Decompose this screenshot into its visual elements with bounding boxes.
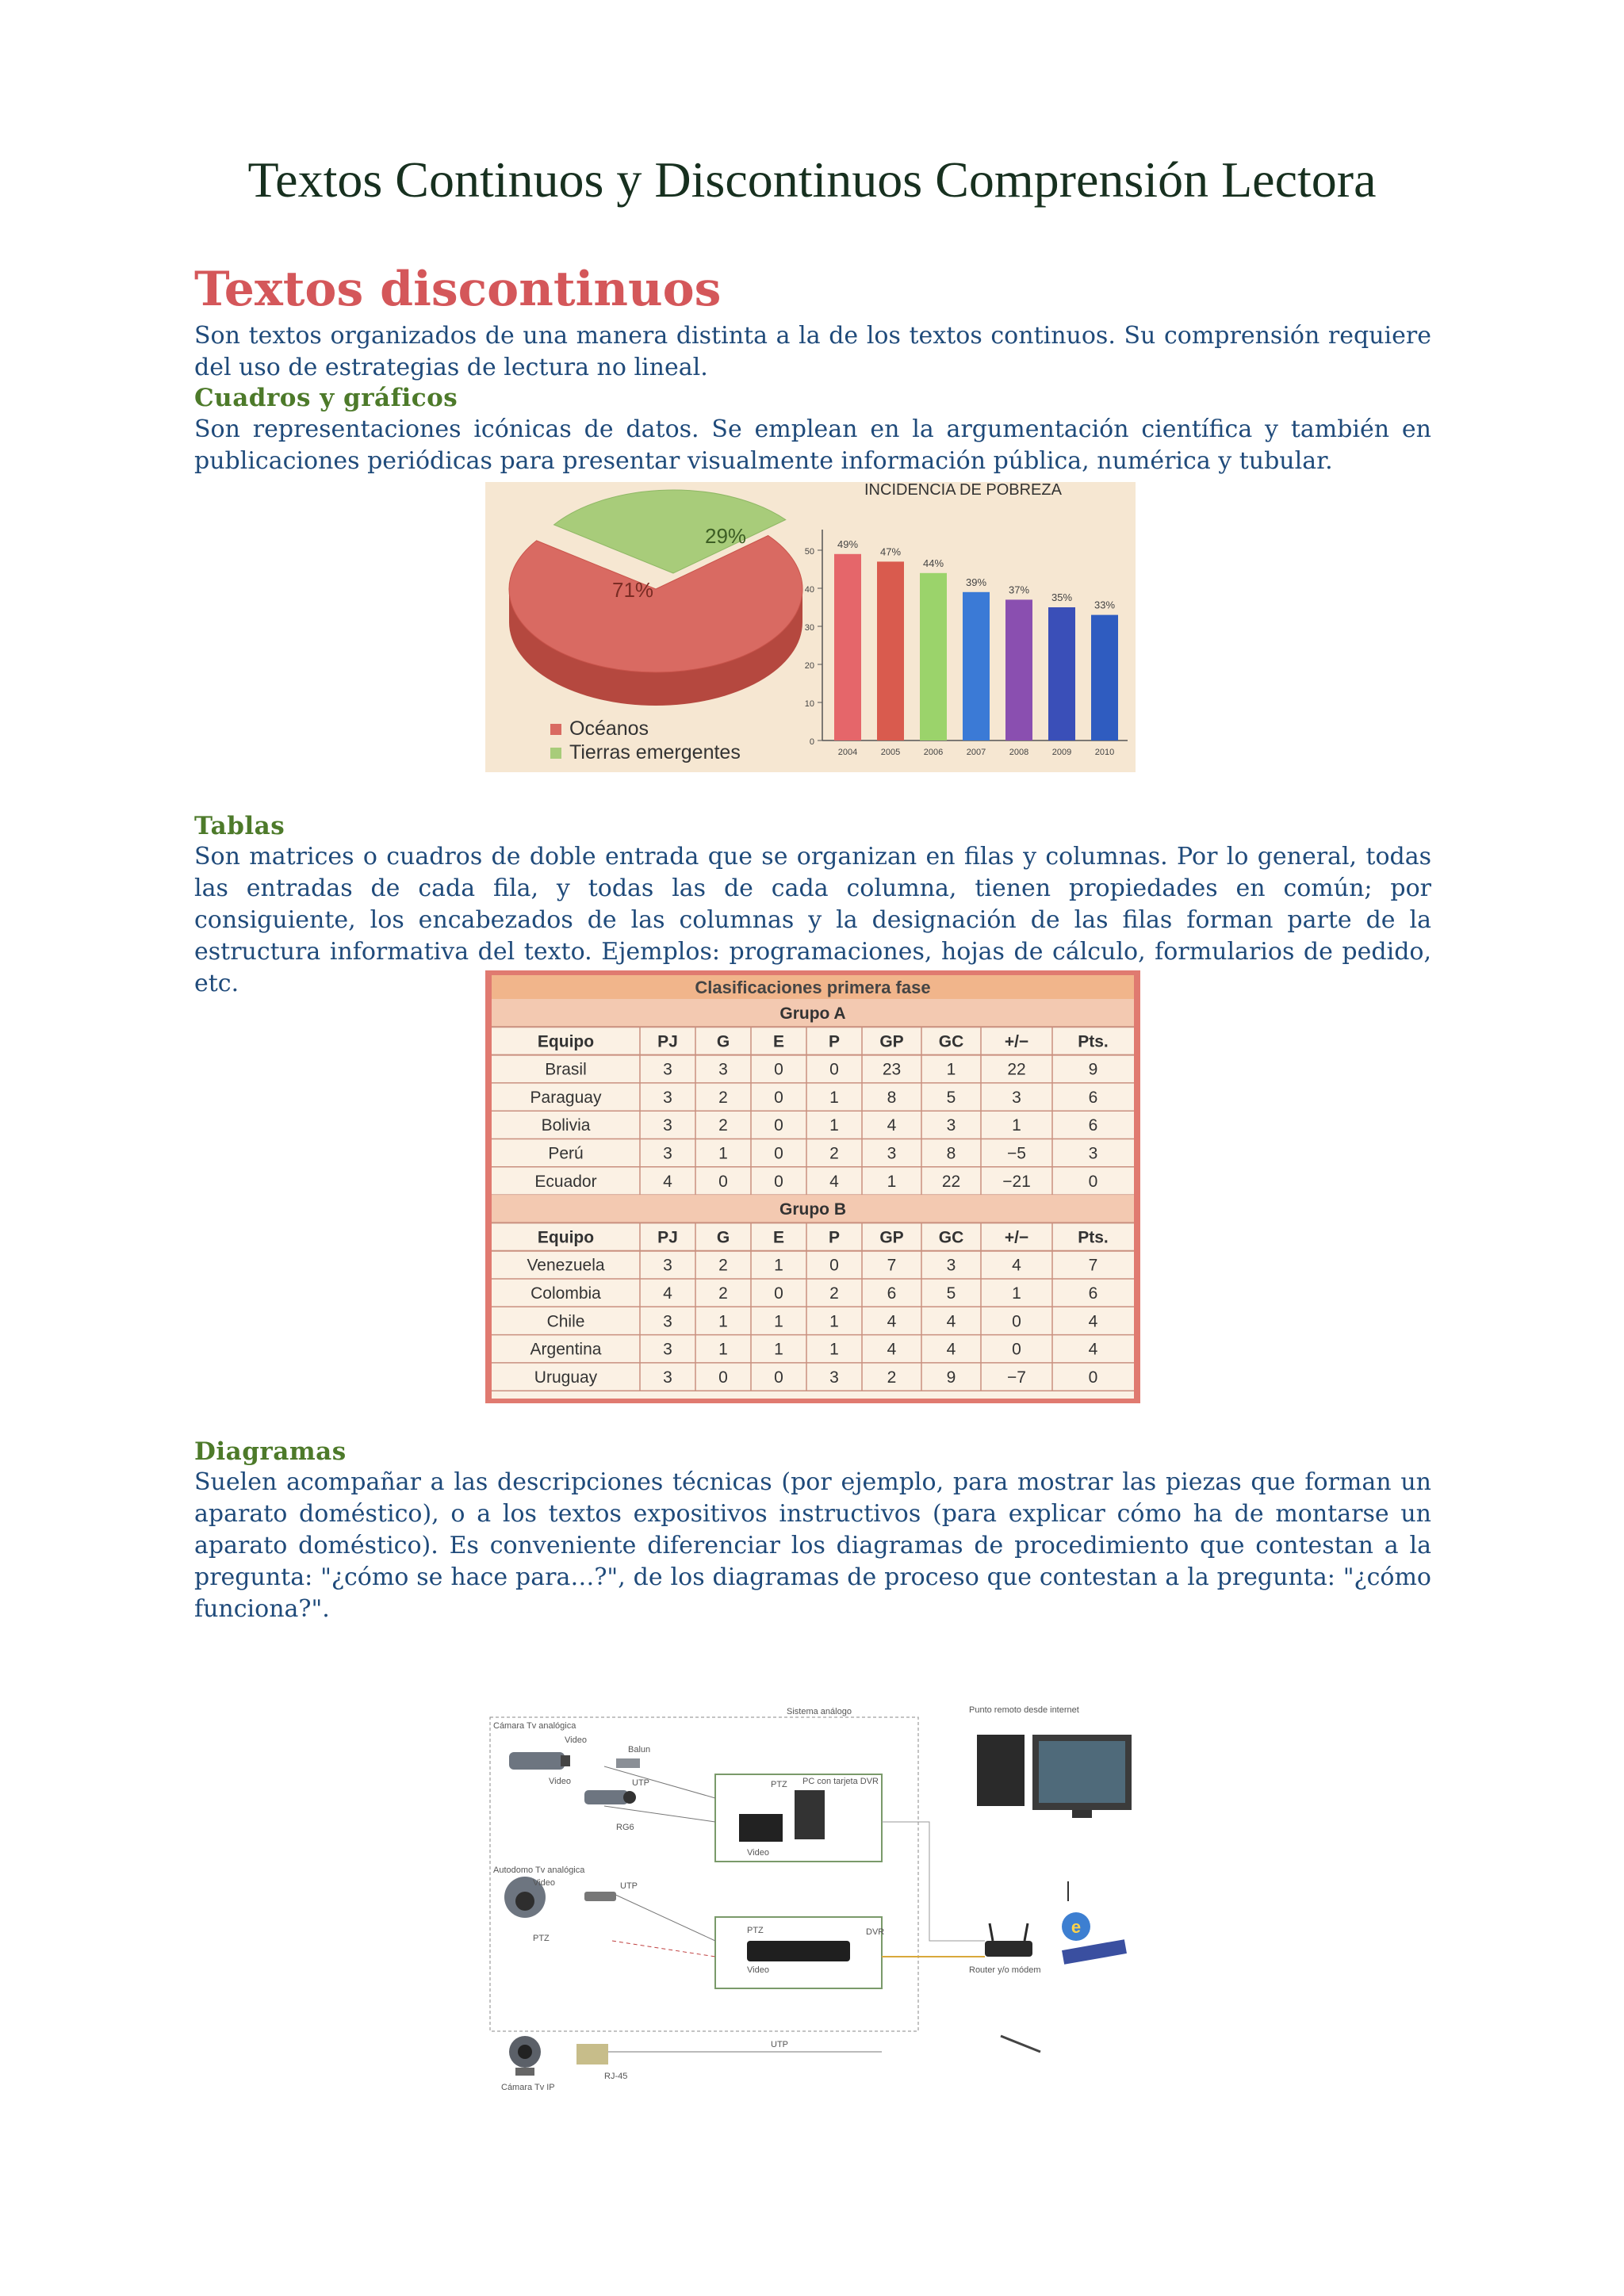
table-cell: −5 bbox=[1007, 1144, 1026, 1163]
label-utp-2: UTP bbox=[620, 1881, 638, 1891]
table-cell: 9 bbox=[1088, 1060, 1098, 1079]
bar-2005 bbox=[877, 561, 904, 740]
standings-table bbox=[485, 970, 1140, 1403]
table-cell: 4 bbox=[1088, 1312, 1098, 1331]
table-cell: 1 bbox=[1012, 1284, 1021, 1303]
column-header: GC bbox=[938, 1032, 964, 1051]
table-cell: Venezuela bbox=[527, 1256, 605, 1275]
label-video-4: Video bbox=[533, 1878, 555, 1888]
table-cell: 7 bbox=[1088, 1256, 1098, 1275]
table-cell: 3 bbox=[663, 1312, 672, 1331]
charts-svg bbox=[485, 482, 1136, 772]
table-cell: 2 bbox=[829, 1144, 839, 1163]
table-cell: 3 bbox=[829, 1368, 839, 1387]
analog-camera-2-icon bbox=[584, 1790, 636, 1804]
y-tick-label: 50 bbox=[804, 547, 814, 557]
pie-label-tierras: 29% bbox=[705, 524, 747, 548]
rj45-icon bbox=[576, 2044, 608, 2064]
table-cell: 0 bbox=[774, 1060, 783, 1079]
table-cell: 3 bbox=[663, 1144, 672, 1163]
bar-2008 bbox=[1005, 599, 1032, 740]
label-camara-analogica: Cámara Tv analógica bbox=[493, 1721, 576, 1731]
label-utp-1: UTP bbox=[632, 1778, 649, 1788]
bar-value-label: 37% bbox=[1008, 584, 1030, 596]
table-cell: 3 bbox=[718, 1060, 728, 1079]
table-cell: 6 bbox=[887, 1284, 897, 1303]
bar-2009 bbox=[1048, 607, 1075, 740]
table-cell: 3 bbox=[663, 1088, 672, 1107]
label-utp-3: UTP bbox=[771, 2040, 788, 2049]
table-cell: 4 bbox=[887, 1116, 897, 1135]
table-cell: 22 bbox=[941, 1172, 961, 1191]
remote-pc-icon bbox=[977, 1735, 1132, 1818]
intro-paragraph: Son textos organizados de una manera distinta a la de los textos continuos. Su comprensión requiere del uso de estrategias de lectura no lineal. bbox=[194, 322, 1431, 381]
label-balun: Balun bbox=[628, 1745, 651, 1755]
table-cell: 0 bbox=[1012, 1340, 1021, 1359]
table-cell: Ecuador bbox=[534, 1172, 597, 1191]
legend-swatch-tierras bbox=[550, 748, 561, 759]
table-cell: 2 bbox=[718, 1088, 728, 1107]
table-cell: Argentina bbox=[530, 1340, 602, 1359]
table-cell: 23 bbox=[882, 1060, 902, 1079]
legend-swatch-oceanos bbox=[550, 724, 561, 735]
x-tick-label: 2007 bbox=[966, 748, 986, 757]
bar-2007 bbox=[963, 592, 990, 740]
table-cell: Paraguay bbox=[530, 1088, 602, 1107]
table-cell: 0 bbox=[1088, 1368, 1098, 1387]
section-heading: Textos discontinuos bbox=[194, 262, 722, 317]
table-cell: Colombia bbox=[530, 1284, 601, 1303]
table-cell: 0 bbox=[829, 1256, 839, 1275]
table-cell: Chile bbox=[546, 1312, 585, 1331]
bar-2006 bbox=[920, 573, 947, 740]
table-cell: 0 bbox=[1088, 1172, 1098, 1191]
label-camara-ip: Cámara Tv IP bbox=[501, 2083, 555, 2092]
bar-value-label: 39% bbox=[965, 576, 987, 588]
table-cell: 1 bbox=[718, 1144, 728, 1163]
table-cell: 0 bbox=[774, 1284, 783, 1303]
x-tick-label: 2004 bbox=[837, 748, 858, 757]
table-cell: 0 bbox=[718, 1172, 728, 1191]
label-dvr: DVR bbox=[866, 1927, 885, 1937]
table-cell: 22 bbox=[1007, 1060, 1026, 1079]
bar-chart-title: INCIDENCIA DE POBREZA bbox=[864, 482, 1062, 499]
column-header: P bbox=[828, 1032, 841, 1051]
table-cell: 4 bbox=[1088, 1340, 1098, 1359]
table-cell: 9 bbox=[946, 1368, 956, 1387]
column-header: PJ bbox=[657, 1032, 678, 1051]
table-cell: 0 bbox=[774, 1144, 783, 1163]
table-cell: 1 bbox=[829, 1088, 839, 1107]
table-cell: 4 bbox=[829, 1172, 839, 1191]
table-cell: 3 bbox=[663, 1060, 672, 1079]
label-video-5: Video bbox=[747, 1965, 769, 1975]
table-cell: 1 bbox=[774, 1340, 783, 1359]
table-cell: 4 bbox=[946, 1340, 956, 1359]
tablas-paragraph: Son matrices o cuadros de doble entrada que se organizan en filas y columnas. Por lo general, todas las entradas de cada fila, y todas las de cada columna, tienen propiedades en común; por consiguiente, los encabezados de las columnas y la designación de las filas forman parte de la estructura informativa del texto. Ejemplos: programaciones, hojas de cálculo, formularios de pedido, etc. bbox=[194, 843, 1431, 997]
group-heading: Grupo B bbox=[779, 1200, 846, 1219]
tablas-heading: Tablas bbox=[194, 812, 285, 840]
cuadros-paragraph: Son representaciones icónicas de datos. Se emplean en la argumentación científica y también en publicaciones periódicas para presentar visualmente información pública, numérica y tubular. bbox=[194, 415, 1431, 475]
diagramas-paragraph: Suelen acompañar a las descripciones técnicas (por ejemplo, para mostrar las piezas que forman un aparato doméstico), o a los textos expositivos instructivos (para explicar cómo ha de montarse un aparato doméstico). Es conveniente diferenciar los diagramas de procedimiento que contestan a la pregunta: "¿cómo se hace para…?", de los diagramas de proceso que contestan a la pregunta: "¿cómo funciona?". bbox=[194, 1468, 1431, 1623]
column-header: Equipo bbox=[537, 1032, 595, 1051]
label-ptz-1: PTZ bbox=[771, 1780, 787, 1789]
table-cell: 4 bbox=[1012, 1256, 1021, 1275]
table-cell: 3 bbox=[663, 1368, 672, 1387]
table-cell: 3 bbox=[946, 1116, 956, 1135]
table-cell: 2 bbox=[887, 1368, 897, 1387]
table-cell: 4 bbox=[946, 1312, 956, 1331]
label-ptz-3: PTZ bbox=[747, 1926, 764, 1935]
column-header: E bbox=[772, 1228, 785, 1247]
label-rj45: RJ-45 bbox=[604, 2072, 628, 2081]
diagramas-heading: Diagramas bbox=[194, 1437, 347, 1466]
table-cell: −21 bbox=[1002, 1172, 1031, 1191]
table-cell: 7 bbox=[887, 1256, 897, 1275]
table-cell: Perú bbox=[548, 1144, 584, 1163]
table-cell: 3 bbox=[887, 1144, 897, 1163]
table-cell: 4 bbox=[887, 1340, 897, 1359]
table-cell: 6 bbox=[1088, 1284, 1098, 1303]
table-cell: 2 bbox=[718, 1116, 728, 1135]
x-tick-label: 2006 bbox=[923, 748, 944, 757]
page-title: Textos Continuos y Discontinuos Comprensión Lectora bbox=[247, 151, 1377, 208]
table-cell: 4 bbox=[663, 1172, 672, 1191]
table-cell: 0 bbox=[774, 1172, 783, 1191]
column-header: +/− bbox=[1004, 1228, 1029, 1247]
table-cell: −7 bbox=[1007, 1368, 1026, 1387]
table-cell: 1 bbox=[718, 1312, 728, 1331]
internet-explorer-icon bbox=[1062, 1912, 1090, 1941]
bar-2010 bbox=[1091, 615, 1118, 740]
column-header: G bbox=[716, 1228, 730, 1247]
table-cell: Bolivia bbox=[541, 1116, 591, 1135]
legend-label-oceanos: Océanos bbox=[569, 718, 649, 740]
bar-value-label: 47% bbox=[879, 545, 902, 558]
connector-icon bbox=[584, 1892, 616, 1901]
y-tick-label: 0 bbox=[809, 737, 814, 747]
table-cell: 0 bbox=[774, 1088, 783, 1107]
column-header: GP bbox=[879, 1032, 904, 1051]
x-tick-label: 2005 bbox=[880, 748, 901, 757]
bar-value-label: 49% bbox=[837, 538, 859, 550]
table-cell: 1 bbox=[887, 1172, 897, 1191]
y-tick-label: 20 bbox=[804, 661, 814, 671]
table-cell: 1 bbox=[718, 1340, 728, 1359]
table-figure bbox=[485, 970, 1140, 1403]
label-domo: Autodomo Tv analógica bbox=[493, 1866, 585, 1875]
label-ptz-2: PTZ bbox=[533, 1934, 550, 1943]
table-cell: 4 bbox=[887, 1312, 897, 1331]
column-header: PJ bbox=[657, 1228, 678, 1247]
table-cell: Uruguay bbox=[534, 1368, 598, 1387]
table-cell: 3 bbox=[663, 1340, 672, 1359]
table-cell: 1 bbox=[829, 1312, 839, 1331]
bar-value-label: 35% bbox=[1051, 591, 1073, 603]
table-cell: 6 bbox=[1088, 1116, 1098, 1135]
cctv-diagram-svg bbox=[485, 1703, 1140, 2099]
table-cell: 3 bbox=[1088, 1144, 1098, 1163]
column-header: Pts. bbox=[1078, 1228, 1109, 1247]
bar-2004 bbox=[834, 554, 861, 740]
label-video-3: Video bbox=[747, 1848, 769, 1858]
table-cell: 1 bbox=[774, 1256, 783, 1275]
label-rg6: RG6 bbox=[616, 1823, 634, 1832]
table-cell: 1 bbox=[1012, 1116, 1021, 1135]
label-remoto: Punto remoto desde internet bbox=[969, 1705, 1079, 1715]
pie-label-oceanos: 71% bbox=[612, 578, 654, 602]
column-header: P bbox=[828, 1228, 841, 1247]
y-tick-label: 40 bbox=[804, 585, 814, 595]
label-router: Router y/o módem bbox=[969, 1965, 1041, 1975]
table-cell: 5 bbox=[946, 1088, 956, 1107]
svg-text:e: e bbox=[1071, 1917, 1082, 1937]
x-tick-label: 2009 bbox=[1051, 748, 1072, 757]
column-header: +/− bbox=[1004, 1032, 1029, 1051]
table-cell: 1 bbox=[829, 1340, 839, 1359]
table-cell: 2 bbox=[829, 1284, 839, 1303]
table-cell: 1 bbox=[946, 1060, 956, 1079]
table-cell: 3 bbox=[946, 1256, 956, 1275]
label-video-2: Video bbox=[549, 1777, 571, 1786]
label-sistema: Sistema análogo bbox=[787, 1707, 852, 1716]
table-cell: 2 bbox=[718, 1284, 728, 1303]
table-cell: 1 bbox=[774, 1312, 783, 1331]
dvr-icon bbox=[747, 1941, 850, 1961]
y-tick-label: 30 bbox=[804, 623, 814, 633]
balun-icon bbox=[616, 1758, 640, 1768]
legend-label-tierras: Tierras emergentes bbox=[569, 741, 741, 763]
bar-value-label: 33% bbox=[1094, 599, 1116, 611]
label-pc: PC con tarjeta DVR bbox=[802, 1777, 879, 1786]
label-video-1: Video bbox=[565, 1735, 587, 1745]
cuadros-heading: Cuadros y gráficos bbox=[194, 384, 458, 412]
cctv-diagram bbox=[485, 1703, 1140, 2099]
table-cell: Brasil bbox=[545, 1060, 587, 1079]
table-cell: 0 bbox=[774, 1368, 783, 1387]
table-cell: 4 bbox=[663, 1284, 672, 1303]
column-header: G bbox=[716, 1032, 730, 1051]
table-cell: 1 bbox=[829, 1116, 839, 1135]
table-cell: 6 bbox=[1088, 1088, 1098, 1107]
bar-value-label: 44% bbox=[922, 557, 944, 569]
group-heading: Grupo A bbox=[779, 1004, 846, 1023]
table-cell: 0 bbox=[718, 1368, 728, 1387]
table-cell: 3 bbox=[663, 1256, 672, 1275]
column-header: Pts. bbox=[1078, 1032, 1109, 1051]
charts-figure bbox=[485, 482, 1136, 772]
table-cell: 0 bbox=[829, 1060, 839, 1079]
x-tick-label: 2008 bbox=[1009, 748, 1029, 757]
table-cell: 5 bbox=[946, 1284, 956, 1303]
x-tick-label: 2010 bbox=[1094, 748, 1115, 757]
table-cell: 2 bbox=[718, 1256, 728, 1275]
table-cell: 3 bbox=[1012, 1088, 1021, 1107]
table-cell: 0 bbox=[1012, 1312, 1021, 1331]
column-header: Equipo bbox=[537, 1228, 595, 1247]
column-header: GP bbox=[879, 1228, 904, 1247]
table-cell: 0 bbox=[774, 1116, 783, 1135]
table-cell: 3 bbox=[663, 1116, 672, 1135]
y-tick-label: 10 bbox=[804, 699, 814, 709]
analog-camera-icon bbox=[509, 1752, 570, 1770]
column-header: GC bbox=[938, 1228, 964, 1247]
table-cell: 8 bbox=[887, 1088, 897, 1107]
table-cell: 8 bbox=[946, 1144, 956, 1163]
column-header: E bbox=[772, 1032, 785, 1051]
table-title: Clasificaciones primera fase bbox=[695, 978, 931, 997]
